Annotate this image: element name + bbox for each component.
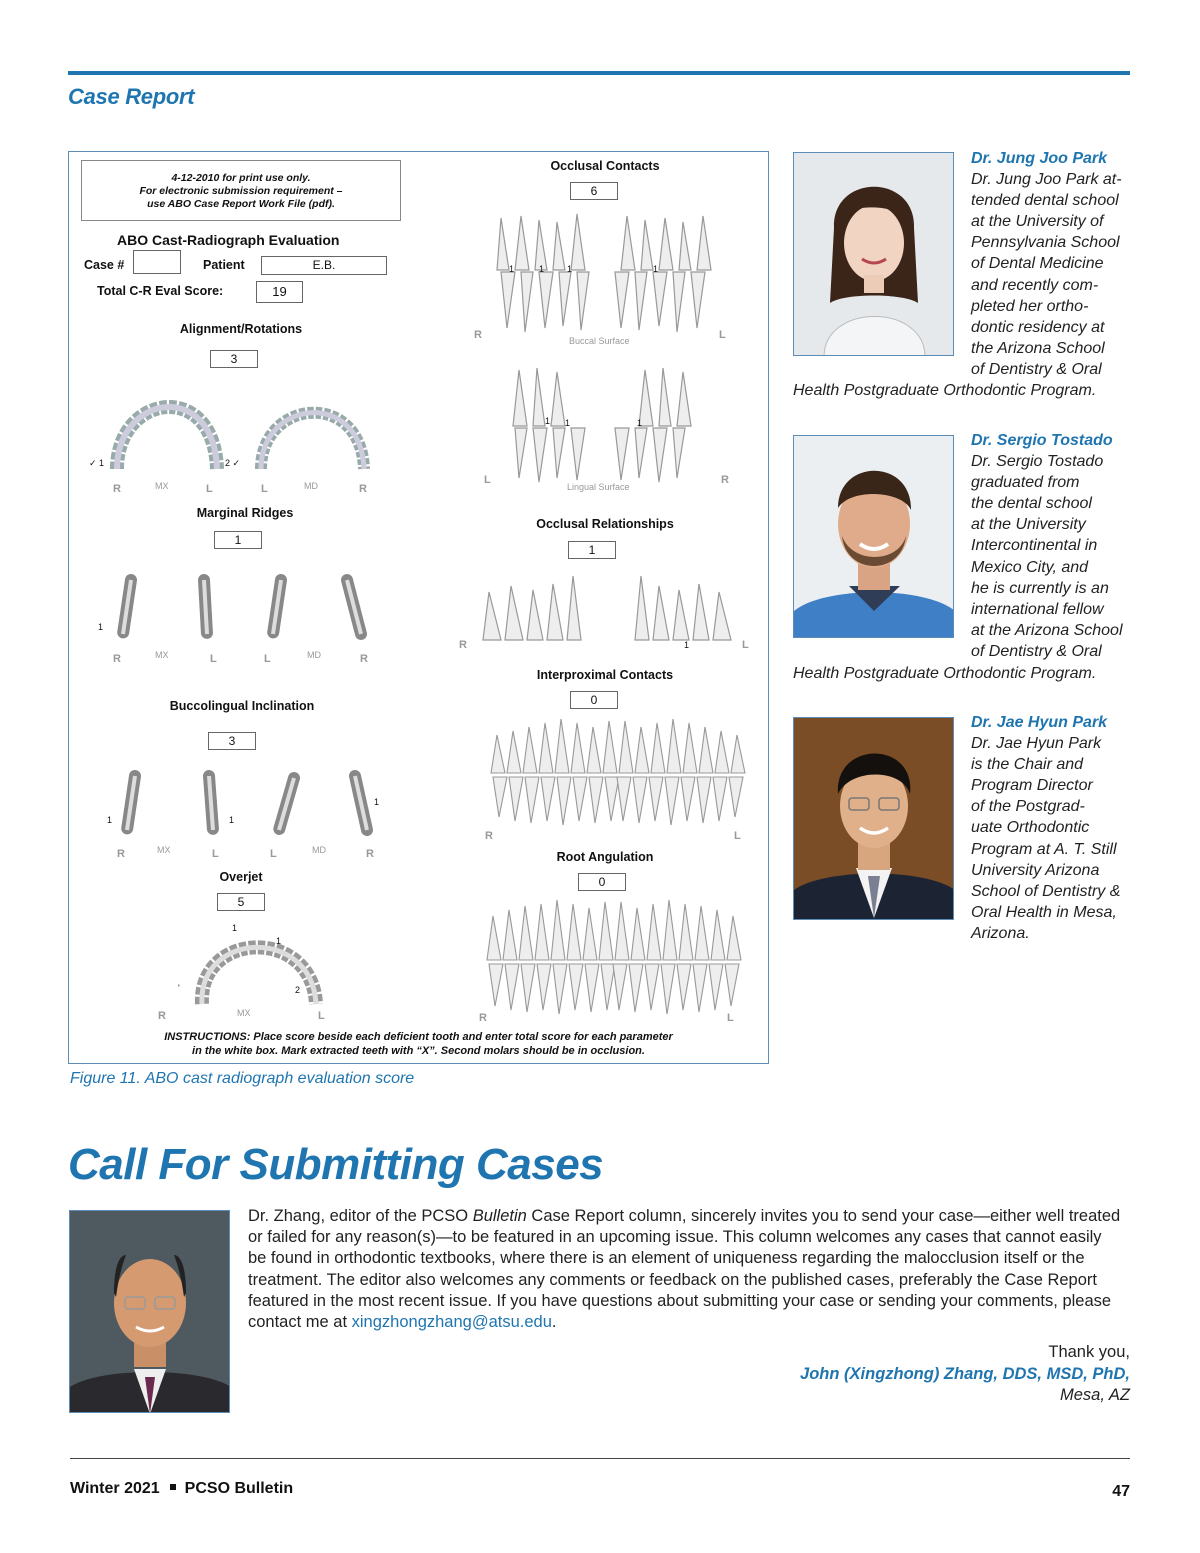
publication-name: PCSO Bulletin xyxy=(184,1480,294,1497)
call-line: featured in the most recent issue. If you have questions about submitting your case or sending your comments, please xyxy=(248,1291,1112,1310)
alignment-arches xyxy=(109,384,379,479)
total-score-box: 19 xyxy=(256,281,303,303)
header-rule xyxy=(68,71,1130,75)
bio-line: Program at A. T. Still xyxy=(971,840,1117,858)
call-line xyxy=(248,1312,1132,1333)
alignment-score: 3 xyxy=(210,350,258,368)
marginal-label: Marginal Ridges xyxy=(196,506,294,520)
note-line: For electronic submission requirement – xyxy=(139,185,343,197)
evaluation-title: ABO Cast-Radiograph Evaluation xyxy=(117,232,340,248)
bio-line: international fellow xyxy=(971,600,1104,618)
call-title: Call For Submitting Cases xyxy=(68,1140,604,1189)
call-text: Dr. Zhang, editor of the PCSO xyxy=(248,1207,473,1225)
bio-sergio-tostado xyxy=(971,430,1131,662)
side-label: L xyxy=(742,639,749,651)
mark: 1 xyxy=(107,815,113,825)
side-label: L xyxy=(270,848,277,860)
side-label: R xyxy=(474,329,482,341)
page-number: 47 xyxy=(1112,1483,1130,1500)
bio-line: Arizona. xyxy=(971,924,1030,942)
side-label: L xyxy=(484,474,491,486)
signer-name: John (Xingzhong) Zhang, DDS, MSD, PhD, xyxy=(800,1364,1130,1383)
alignment-label: Alignment/Rotations xyxy=(179,322,303,336)
mark: 2 xyxy=(295,985,301,995)
buccolingual-segments xyxy=(109,768,379,838)
side-label: R xyxy=(158,1010,166,1022)
buccolingual-label: Buccolingual Inclination xyxy=(169,699,315,713)
overjet-label: Overjet xyxy=(219,870,263,884)
side-label: L xyxy=(734,830,741,842)
print-note xyxy=(81,160,401,221)
bio-line: Dr. Jae Hyun Park xyxy=(971,735,1102,753)
bio-jae-hyun-park xyxy=(971,712,1131,944)
lingual-surface-label: Lingual Surface xyxy=(567,482,630,492)
footer-rule xyxy=(70,1458,1130,1459)
bio-line: of the Postgrad- xyxy=(971,798,1085,816)
mark: 1 xyxy=(98,622,104,632)
signer-location: Mesa, AZ xyxy=(1060,1386,1130,1404)
side-label: L xyxy=(212,848,219,860)
call-line: or failed for any reason(s)—to be featured in an upcoming issue. This column welcomes any cases that cannot easily xyxy=(248,1228,1102,1247)
issue-label: Winter 2021 xyxy=(70,1480,160,1497)
bio-line: at the University of xyxy=(971,213,1104,231)
interproximal-label: Interproximal Contacts xyxy=(536,668,674,682)
occlusal-contact-teeth xyxy=(489,210,729,500)
mark: 2 ✓ xyxy=(225,458,241,468)
bio-name: Dr. Sergio Tostado xyxy=(971,432,1113,449)
side-label: R xyxy=(479,1012,487,1024)
thanks-text: Thank you, xyxy=(1048,1343,1130,1361)
mark: 1 xyxy=(545,416,551,426)
bio-name: Dr. Jae Hyun Park xyxy=(971,714,1108,731)
side-label: R xyxy=(359,483,367,495)
call-body xyxy=(248,1206,1132,1333)
overjet-score: 5 xyxy=(217,893,265,911)
case-label: Case # xyxy=(84,258,125,272)
bio-line: and recently com- xyxy=(971,276,1099,294)
arch-label: MX xyxy=(237,1008,251,1018)
root-angulation-teeth xyxy=(483,900,745,1018)
mark: 1 xyxy=(374,797,380,807)
instruction-line: INSTRUCTIONS: Place score beside each deficient tooth and enter total score for each parameter xyxy=(164,1031,673,1043)
bio-line: at the Arizona School xyxy=(971,621,1123,639)
interproximal-teeth xyxy=(487,717,747,827)
bio-line: uate Orthodontic xyxy=(971,819,1090,837)
bio-line: graduated from xyxy=(971,474,1080,492)
root-angulation-label: Root Angulation xyxy=(556,850,654,864)
occlusal-contacts-label: Occlusal Contacts xyxy=(550,159,660,173)
bio-line: Mexico City, and xyxy=(971,558,1089,576)
side-label: R xyxy=(459,639,467,651)
arch-label: MX xyxy=(155,650,169,660)
arch-label: MD xyxy=(307,650,321,660)
mark: 1 xyxy=(509,264,515,274)
case-number-box xyxy=(133,250,181,274)
mark: 1 xyxy=(567,264,573,274)
side-label: R xyxy=(113,653,121,665)
note-line: 4-12-2010 for print use only. xyxy=(171,172,311,184)
side-label: R xyxy=(360,653,368,665)
occlusal-relationships-label: Occlusal Relationships xyxy=(536,517,674,531)
photo-jae-hyun-park xyxy=(793,717,954,920)
buccolingual-score: 3 xyxy=(208,732,256,750)
photo-jung-joo-park xyxy=(793,152,954,356)
occlusal-relationship-teeth xyxy=(477,572,737,644)
root-angulation-score: 0 xyxy=(578,873,626,891)
bio-line: pleted her ortho- xyxy=(971,297,1089,315)
mark: 1 xyxy=(539,264,545,274)
bio-wrap-line xyxy=(793,663,1096,684)
side-label: R xyxy=(117,848,125,860)
bio-line: Health Postgraduate Orthodontic Program. xyxy=(793,382,1097,399)
patient-label: Patient xyxy=(203,258,245,272)
bio-name: Dr. Jung Joo Park xyxy=(971,150,1108,167)
bio-line: he is currently is an xyxy=(971,579,1109,597)
arch-label: MD xyxy=(312,845,326,855)
bio-jung-joo-park xyxy=(971,148,1131,380)
mark: 1 xyxy=(276,936,282,946)
abo-evaluation-figure xyxy=(68,151,769,1064)
side-label: L xyxy=(261,483,268,495)
arch-label: MD xyxy=(304,481,318,491)
call-line xyxy=(248,1206,1132,1227)
interproximal-score: 0 xyxy=(570,691,618,709)
overjet-arch xyxy=(184,926,334,1011)
instruction-line: in the white box. Mark extracted teeth with “X”. Second molars should be in occlusion. xyxy=(192,1045,645,1057)
bio-line: Health Postgraduate Orthodontic Program. xyxy=(793,665,1097,682)
call-line: treatment. The editor also welcomes any comments or feedback on the published cases, preferably the Case Report xyxy=(248,1270,1097,1289)
marginal-score: 1 xyxy=(214,531,262,549)
arch-label: MX xyxy=(157,845,171,855)
side-label: L xyxy=(206,483,213,495)
figure-caption: Figure 11. ABO cast radiograph evaluation score xyxy=(70,1070,415,1087)
buccal-surface-label: Buccal Surface xyxy=(569,336,630,346)
instructions xyxy=(69,1030,768,1058)
bio-line: Dr. Sergio Tostado xyxy=(971,453,1104,471)
side-label: R xyxy=(113,483,121,495)
bio-line: of Dental Medicine xyxy=(971,255,1104,273)
occlusal-relationships-score: 1 xyxy=(568,541,616,559)
signature-block xyxy=(800,1342,1130,1407)
mark: ✓ 1 xyxy=(89,458,105,468)
bulletin-title: Bulletin xyxy=(472,1207,527,1225)
bio-line: Program Director xyxy=(971,777,1093,795)
mark: 1 xyxy=(232,923,238,933)
side-label: R xyxy=(485,830,493,842)
bio-line: is the Chair and xyxy=(971,756,1084,774)
marginal-ridge-segments xyxy=(109,572,379,642)
bio-line: of Dentistry & Oral xyxy=(971,360,1102,378)
email-link[interactable]: xingzhongzhang@atsu.edu xyxy=(351,1313,552,1332)
side-label: L xyxy=(264,653,271,665)
bio-line: dontic residency at xyxy=(971,318,1105,336)
mark: 1 xyxy=(637,418,643,428)
bio-line: of Dentistry & Oral xyxy=(971,642,1102,660)
call-text: . xyxy=(551,1313,557,1332)
bio-line: Oral Health in Mesa, xyxy=(971,903,1117,921)
section-title: Case Report xyxy=(68,84,195,109)
mark: 1 xyxy=(684,640,690,650)
bio-line: tended dental school xyxy=(971,192,1119,210)
mark: 1 xyxy=(653,264,659,274)
side-label: R xyxy=(721,474,729,486)
call-text: Case Report column, sincerely invites you to send your case—either well treated xyxy=(526,1207,1121,1225)
bio-line: the dental school xyxy=(971,495,1092,513)
square-bullet-icon xyxy=(170,1484,176,1490)
side-label: L xyxy=(210,653,217,665)
side-label: R xyxy=(366,848,374,860)
bio-line: Intercontinental in xyxy=(971,537,1098,555)
photo-sergio-tostado xyxy=(793,435,954,638)
side-label: L xyxy=(727,1012,734,1024)
side-label: L xyxy=(719,329,726,341)
bio-line: Pennsylvania School xyxy=(971,234,1120,252)
photo-john-zhang xyxy=(69,1210,230,1413)
mark: ' xyxy=(178,983,180,993)
side-label: L xyxy=(318,1010,325,1022)
call-line: be found in orthodontic textbooks, where there is an element of uniqueness regarding the malocclusion itself or the xyxy=(248,1249,1085,1268)
bio-line: the Arizona School xyxy=(971,339,1105,357)
mark: 1 xyxy=(229,815,235,825)
occlusal-contacts-score: 6 xyxy=(570,182,618,200)
bio-line: School of Dentistry & xyxy=(971,882,1121,900)
bio-wrap-line xyxy=(793,380,1096,401)
mark: 1 xyxy=(565,418,571,428)
bio-line: Dr. Jung Joo Park at- xyxy=(971,171,1122,189)
footer-publication xyxy=(70,1480,293,1498)
total-score-label: Total C-R Eval Score: xyxy=(97,284,224,298)
patient-box: E.B. xyxy=(261,256,387,275)
note-line: use ABO Case Report Work File (pdf). xyxy=(147,198,335,210)
bio-line: at the University xyxy=(971,516,1086,534)
arch-label: MX xyxy=(155,481,169,491)
call-text: contact me at xyxy=(248,1313,352,1332)
bio-line: University Arizona xyxy=(971,861,1100,879)
